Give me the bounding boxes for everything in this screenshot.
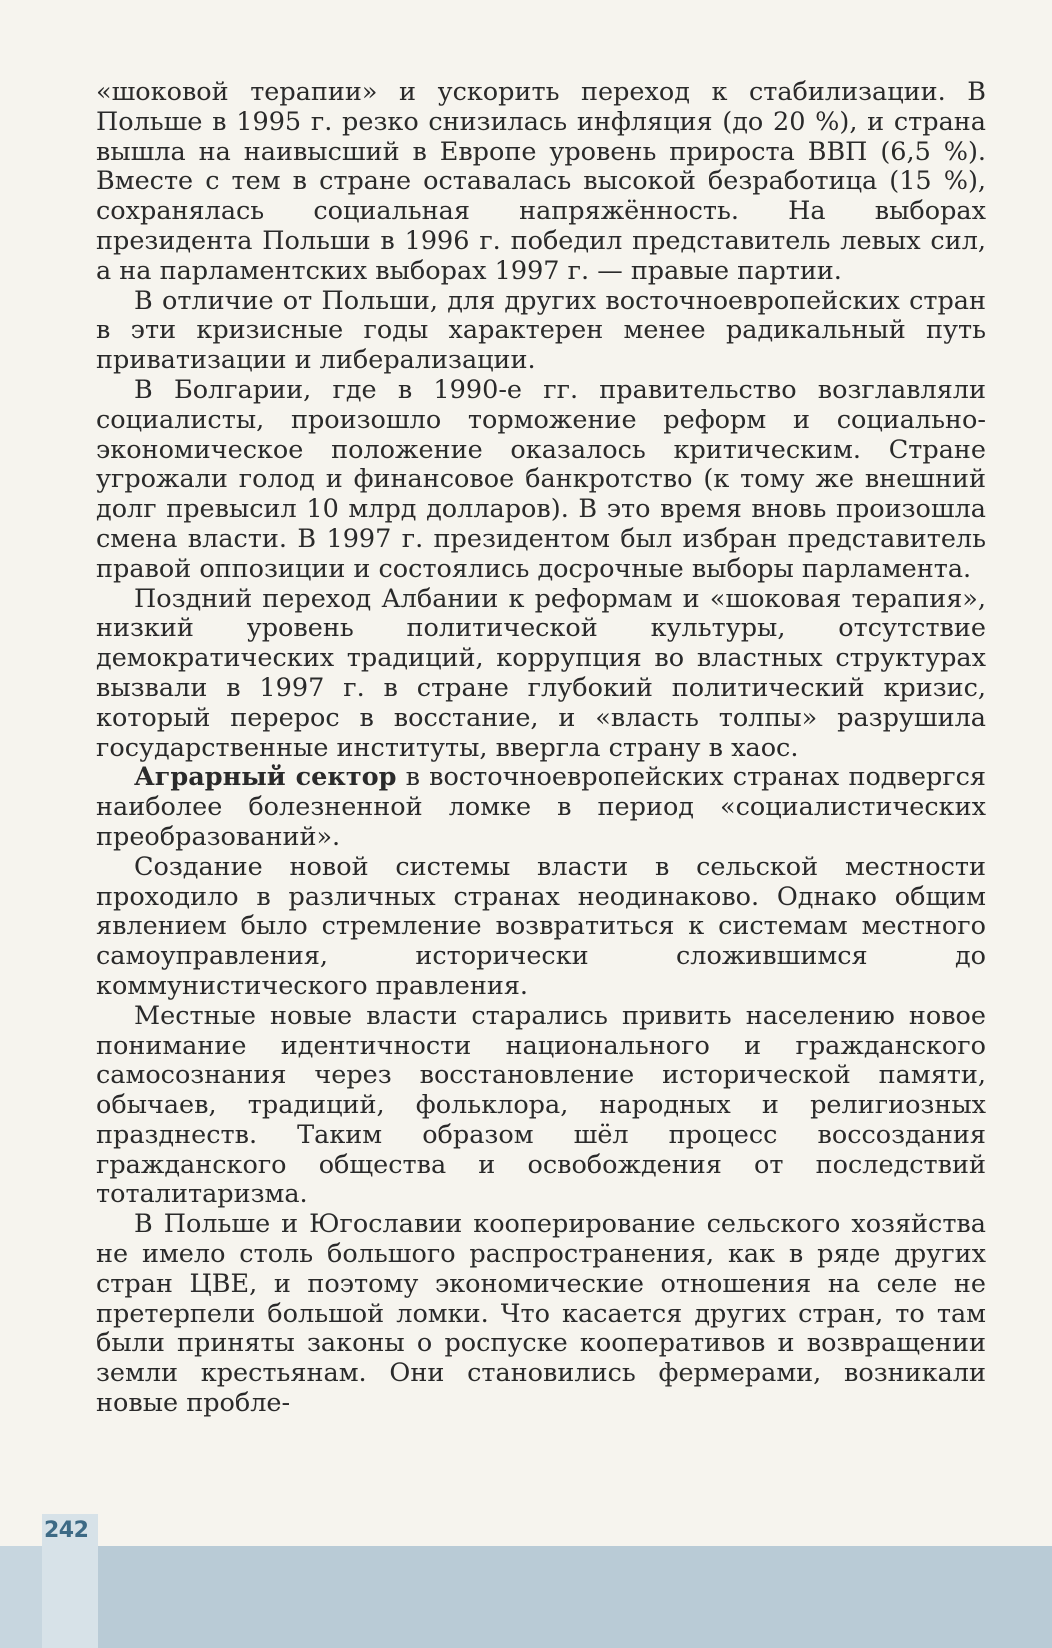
paragraph-5-text: в восточноевропейских странах подвергся наиболее болезненной ломке в период «социалистических преобразований». [96,762,986,852]
paragraph-4: Поздний переход Албании к реформам и «шоковая терапия», низкий уровень политической культуры, отсутствие демократических традиций, коррупция во властных структурах вызвали в 1997 г. в стране глубокий политический кризис, который перерос в восстание, и «власть толпы» разрушила государственные институты, ввергла страну в хаос. [96,583,986,763]
paragraph-6: Создание новой системы власти в сельской местности проходило в различных странах неодинаково. Однако общим явлением было стремление возвратиться к системам местного самоуправления, исторически сложившимся до коммунистического правления. [96,851,986,1001]
text-column [96,78,986,1419]
paragraph-1: «шоковой терапии» и ускорить переход к стабилизации. В Польше в 1995 г. резко снизилась инфляция (до 20 %), и страна вышла на наивысший в Европе уровень прироста ВВП (6,5 %). Вместе с тем в стране оставалась высокой безработица (15 %), сохранялась социальная напряжённость. На выборах президента Польши в 1996 г. победил представитель левых сил, а на парламентских выборах 1997 г. — правые партии. [96,77,986,286]
term-agrarian-sector: Аграрный сектор [134,762,397,793]
paragraph-2: В отличие от Польши, для других восточноевропейских стран в эти кризисные годы характерен менее радикальный путь приватизации и либерализации. [96,285,986,376]
footer-left-strip [0,1546,42,1648]
paragraph-8: В Польше и Югославии кооперирование сельского хозяйства не имело столь большого распространения, как в ряде других стран ЦВЕ, и поэтому экономические отношения на селе не претерпели большой ломки. Что касается других стран, то там были приняты законы о роспуске кооперативов и возвращении земли крестьянам. Они становились фермерами, возникали новые пробле- [96,1209,986,1419]
paragraph-5 [96,763,986,852]
paragraph-7: Местные новые власти старались привить населению новое понимание идентичности национального и гражданского самосознания через восстановление исторической памяти, обычаев, традиций, фольклора, народных и религиозных празднеств. Таким образом шёл процесс воссоздания гражданского общества и освобождения от последствий тоталитаризма. [96,1000,986,1210]
footer-band [0,1546,1052,1648]
page-number: 242 [44,1518,89,1543]
paragraph-3: В Болгарии, где в 1990-е гг. правительство возглавляли социалисты, произошло торможение реформ и социально-экономическое положение оказалось критическим. Стране угрожали голод и финансовое банкротство (к тому же внешний долг превысил 10 млрд долларов). В это время вновь произошла смена власти. В 1997 г. президентом был избран представитель правой оппозиции и состоялись досрочные выборы парламента. [96,374,986,584]
